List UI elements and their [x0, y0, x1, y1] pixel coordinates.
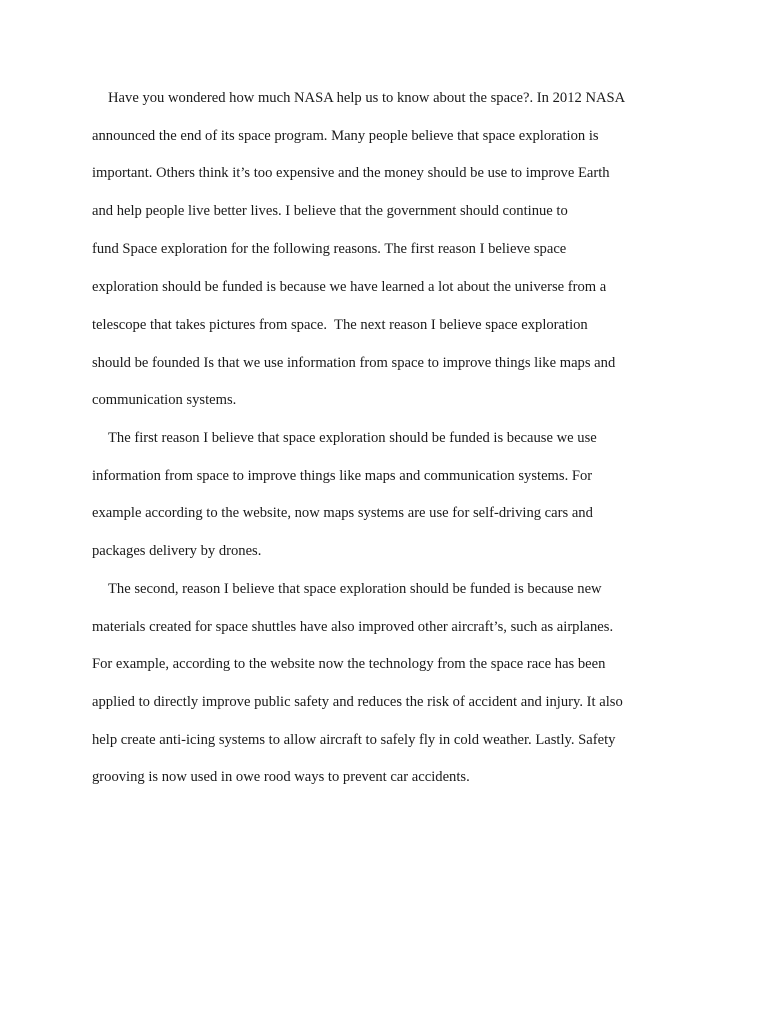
- paragraph-1-line-3: important. Others think it’s too expensive and the money should be use to improve Earth: [92, 165, 610, 181]
- paragraph-2-line-3: example according to the website, now maps systems are use for self-driving cars and: [92, 505, 593, 521]
- paragraph-1-line-1: Have you wondered how much NASA help us to know about the space?. In 2012 NASA: [108, 90, 626, 106]
- paragraph-3-line-3: For example, according to the website now the technology from the space race has been: [92, 656, 606, 672]
- paragraph-1-line-9: communication systems.: [92, 392, 237, 408]
- paragraph-3-line-6: grooving is now used in owe rood ways to prevent car accidents.: [92, 769, 470, 785]
- paragraph-2-line-1: The first reason I believe that space exploration should be funded is because we use: [108, 430, 597, 446]
- paragraph-1-line-8: should be founded Is that we use information from space to improve things like maps and: [92, 355, 616, 371]
- paragraph-2-line-4: packages delivery by drones.: [92, 543, 262, 559]
- paragraph-3-line-2: materials created for space shuttles have also improved other aircraft’s, such as airplanes.: [92, 619, 614, 635]
- paragraph-3-line-1: The second, reason I believe that space exploration should be funded is because new: [108, 581, 602, 597]
- paragraph-3-line-5: help create anti-icing systems to allow aircraft to safely fly in cold weather. Lastly. Safety: [92, 732, 616, 748]
- paragraph-2-line-2: information from space to improve things like maps and communication systems. For: [92, 468, 593, 484]
- paragraph-1-line-4: and help people live better lives. I believe that the government should continue to: [92, 203, 568, 219]
- paragraph-1-line-7: telescope that takes pictures from space. The next reason I believe space exploration: [92, 317, 588, 333]
- paragraph-1-line-2: announced the end of its space program. Many people believe that space exploration is: [92, 128, 599, 144]
- paragraph-1-line-5: fund Space exploration for the following reasons. The first reason I believe space: [92, 241, 567, 257]
- paragraph-1-line-6: exploration should be funded is because we have learned a lot about the universe from a: [92, 279, 607, 295]
- paragraph-3-line-4: applied to directly improve public safety and reduces the risk of accident and injury. It also: [92, 694, 623, 710]
